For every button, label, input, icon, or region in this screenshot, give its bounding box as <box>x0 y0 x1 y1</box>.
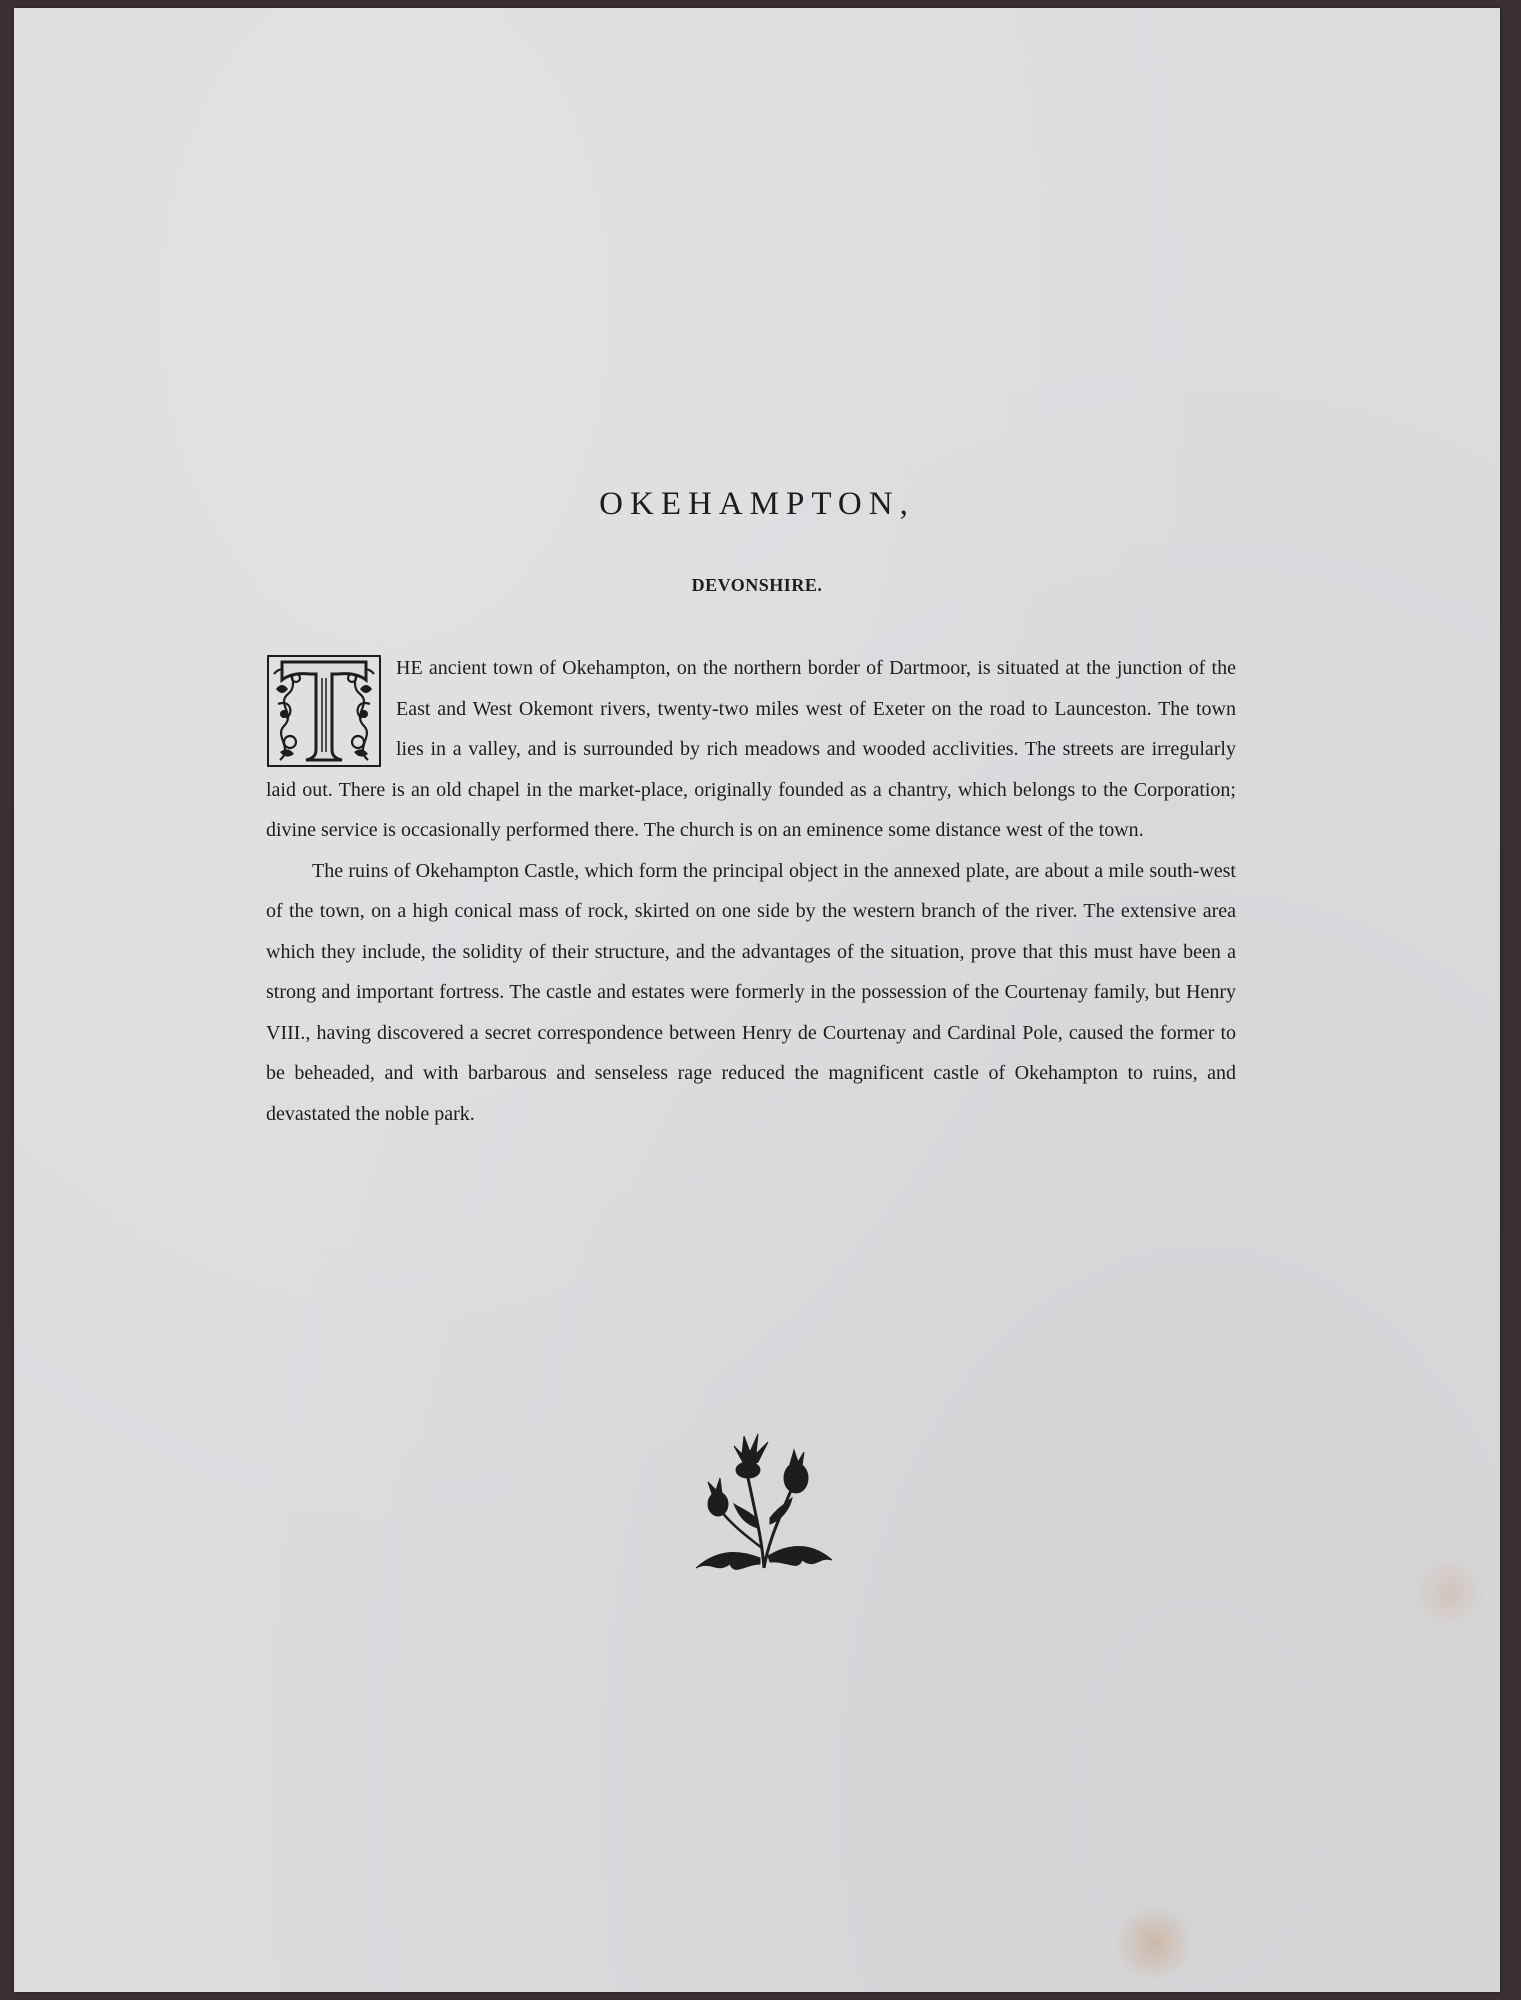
book-page <box>14 8 1500 1992</box>
paragraph-1-text: HE ancient town of Okehampton, on the northern border of Dartmoor, is situated at the junction of the East and West Okemont rivers, twenty-two miles west of Exeter on the road to Launceston. The town lies in a valley, and is surrounded by rich meadows and wooded acclivities. The streets are irregularly laid out. There is an old chapel in the market-place, originally founded as a chantry, which belongs to the Corporation; divine service is occasionally performed there. The church is on an eminence some distance west of the town. <box>266 657 1236 841</box>
paragraph-1 <box>266 648 1236 851</box>
paragraph-2: The ruins of Okehampton Castle, which form the principal object in the annexed plate, are about a mile south-west of the town, on a high conical mass of rock, skirted on one side by the western branch of the river. The extensive area which they include, the solidity of their structure, and the advantages of the situation, prove that this must have been a strong and important fortress. The castle and estates were formerly in the possession of the Courtenay family, but Henry VIII., having discovered a secret correspondence between Henry de Courtenay and Cardinal Pole, caused the former to be beheaded, and with barbarous and senseless rage reduced the magnificent castle of Okehampton to ruins, and devastated the noble park. <box>266 859 1236 1125</box>
ornate-letter-t-icon <box>266 654 382 768</box>
page-subtitle: DEVONSHIRE. <box>691 575 823 595</box>
paper-stain <box>1109 1908 1199 1978</box>
thistle-flower-icon <box>694 1428 834 1578</box>
article-body <box>266 648 1236 1134</box>
paper-stain <box>1414 1548 1484 1638</box>
page-title: OKEHAMPTON, <box>599 486 915 522</box>
